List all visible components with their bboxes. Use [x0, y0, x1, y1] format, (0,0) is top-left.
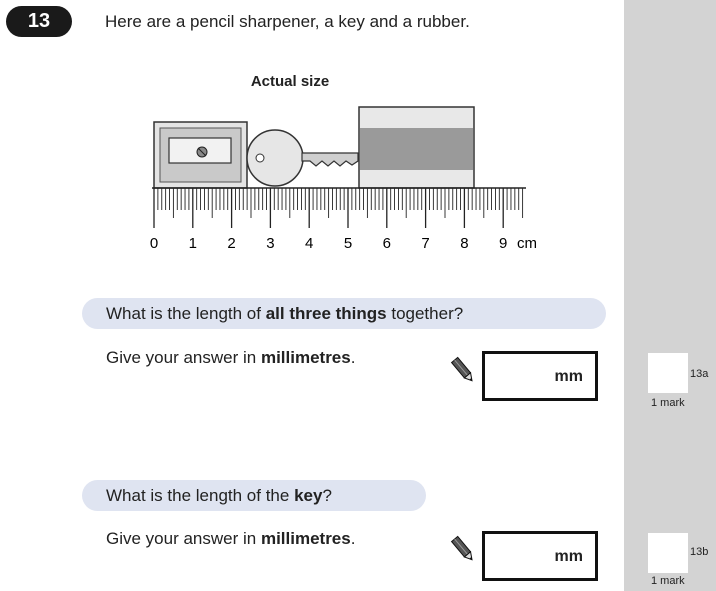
question-13b-emphasis: key — [294, 486, 323, 505]
marking-margin — [624, 0, 716, 591]
question-13b-band: What is the length of the key? — [82, 480, 426, 511]
ruler-label: 0 — [149, 235, 159, 252]
mark-label-13b: 1 mark — [651, 575, 685, 587]
mark-box-13b — [648, 533, 688, 573]
ruler-label: 6 — [382, 235, 391, 252]
question-13b-text: What is the length of the — [106, 486, 295, 505]
ruler-label: 2 — [227, 235, 236, 252]
answer-box-13a[interactable] — [482, 351, 598, 401]
question-13a-text: What is the length of — [106, 304, 266, 323]
pencil-sharpener-image — [154, 122, 247, 188]
key-image — [247, 130, 358, 186]
ruler-label: 7 — [421, 235, 430, 252]
question-id-13b: 13b — [690, 546, 709, 558]
ruler-label: 9 — [499, 235, 508, 252]
ruler-labels — [150, 235, 537, 252]
ruler-unit: cm — [517, 235, 537, 252]
unit-label: mm — [554, 368, 583, 385]
pencil-icon — [450, 534, 476, 564]
ruler-figure — [140, 100, 550, 260]
ruler-label: 3 — [266, 235, 275, 252]
ruler-label: 5 — [343, 235, 353, 252]
question-13a-emphasis: all three things — [265, 304, 387, 323]
mark-box-13a — [648, 353, 688, 393]
answer-instruction-13b: Give your answer in millimetres. — [106, 529, 356, 548]
question-number: 13 — [6, 6, 72, 37]
ruler-label: 8 — [460, 235, 469, 252]
answer-instruction-13a: Give your answer in millimetres. — [106, 348, 356, 367]
ruler-label: 1 — [188, 235, 197, 252]
mark-label-13a: 1 mark — [651, 397, 685, 409]
pencil-icon — [450, 355, 476, 385]
ruler — [152, 188, 526, 228]
figure-caption: Actual size — [250, 73, 330, 90]
question-id-13a: 13a — [690, 368, 709, 380]
unit-label: mm — [554, 548, 583, 565]
rubber-image — [359, 107, 474, 188]
question-intro: Here are a pencil sharpener, a key and a rubber. — [105, 12, 470, 31]
ruler-label: 4 — [305, 235, 314, 252]
question-13a-band: What is the length of all three things together? — [82, 298, 606, 329]
answer-box-13b[interactable] — [482, 531, 598, 581]
